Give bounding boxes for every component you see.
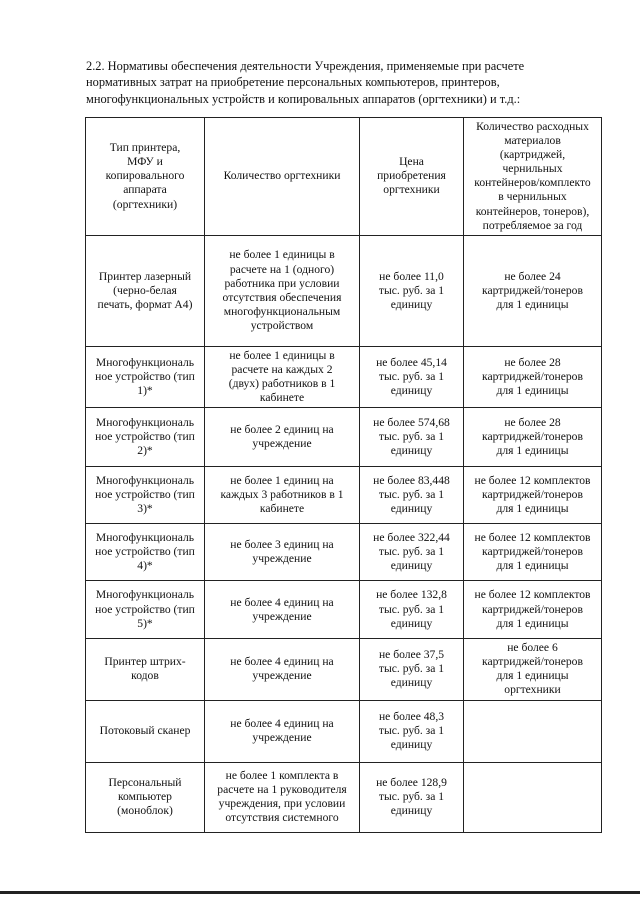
cell-text-line: тыс. руб. за 1 xyxy=(378,723,445,737)
cell-text-line: 2)* xyxy=(137,444,153,458)
cell-text-line: не более 322,44 xyxy=(373,530,450,544)
consumables-cell xyxy=(464,408,602,467)
consumables-cell xyxy=(464,581,602,639)
consumables-cell xyxy=(464,700,602,762)
cell-text-line: тыс. руб. за 1 xyxy=(378,488,445,502)
cell-text-line: Многофункциональ xyxy=(95,588,195,602)
cell-text-line: Цена xyxy=(399,155,424,169)
quantity-cell xyxy=(205,639,360,700)
cell-text-line: Потоковый сканер xyxy=(99,723,191,737)
cell-text-line: Принтер штрих- xyxy=(104,655,186,669)
cell-text-line: единицу xyxy=(390,559,433,573)
table-header-row xyxy=(86,118,602,236)
intro-line: 2.2. Нормативы обеспечения деятельности Учреждения, применяемые при расчете xyxy=(86,59,525,73)
cell-text-line: не более 4 единиц на xyxy=(230,716,334,730)
quantity-cell xyxy=(205,700,360,762)
cell-text-line: тыс. руб. за 1 xyxy=(378,283,445,297)
cell-text-line: ное устройство (тип xyxy=(95,545,195,559)
cell-text-line: для 1 единицы xyxy=(496,559,569,573)
device-type-cell xyxy=(86,467,205,524)
table-row xyxy=(86,467,602,524)
table-row xyxy=(86,346,602,407)
cell-text-line: расчете на 1 руководителя xyxy=(217,782,347,796)
cell-text-line: картриджей/тонеров xyxy=(482,369,583,383)
cell-text-line: единицу xyxy=(390,616,433,630)
cell-text-line: оргтехники xyxy=(383,183,440,197)
cell-text-line: картриджей/тонеров xyxy=(482,430,583,444)
cell-text-line: контейнеров/комплекто xyxy=(474,176,591,190)
page-bottom-rule xyxy=(0,891,640,894)
quantity-cell xyxy=(205,581,360,639)
price-cell xyxy=(360,581,464,639)
cell-text-line: картриджей/тонеров xyxy=(482,655,583,669)
cell-text-line: Многофункциональ xyxy=(95,473,195,487)
cell-text-line: не более 1 единиц на xyxy=(230,473,334,487)
cell-text-line: не более 37,5 xyxy=(378,648,445,662)
cell-text-line: Многофункциональ xyxy=(95,355,195,369)
cell-text-line: не более 4 единиц на xyxy=(230,655,334,669)
cell-text-line: Тип принтера, xyxy=(109,141,181,155)
cell-text-line: не более 12 комплектов xyxy=(474,530,591,544)
cell-text-line: тыс. руб. за 1 xyxy=(378,789,445,803)
device-type-cell xyxy=(86,762,205,832)
cell-text-line: отсутствия системного xyxy=(225,811,339,825)
price-cell xyxy=(360,700,464,762)
device-type-cell xyxy=(86,581,205,639)
cell-text-line: учреждение xyxy=(252,609,312,623)
cell-text-line: тыс. руб. за 1 xyxy=(378,662,445,676)
cell-text-line: для 1 единицы xyxy=(496,383,569,397)
cell-text-line: тыс. руб. за 1 xyxy=(378,430,445,444)
cell-text-line: не более 132,8 xyxy=(376,588,447,602)
cell-text-line: устройством xyxy=(250,318,314,332)
column-header xyxy=(360,118,464,236)
cell-text-line: кабинете xyxy=(259,502,305,516)
cell-text-line: учреждение xyxy=(252,552,312,566)
cell-text-line: не более 1 единицы в xyxy=(229,248,335,262)
price-cell xyxy=(360,467,464,524)
table-row xyxy=(86,700,602,762)
cell-text-line: тыс. руб. за 1 xyxy=(378,602,445,616)
price-cell xyxy=(360,235,464,346)
section-intro-paragraph xyxy=(86,58,590,107)
cell-text-line: чернильных xyxy=(502,162,563,176)
table-row xyxy=(86,524,602,581)
consumables-cell xyxy=(464,762,602,832)
column-header xyxy=(464,118,602,236)
cell-text-line: для 1 единицы xyxy=(496,297,569,311)
cell-text-line: ное устройство (тип xyxy=(95,602,195,616)
cell-text-line: Количество расходных xyxy=(476,120,589,133)
device-type-cell xyxy=(86,235,205,346)
cell-text-line: единицу xyxy=(390,383,433,397)
cell-text-line: материалов xyxy=(504,134,561,148)
device-type-cell xyxy=(86,408,205,467)
cell-text-line: учреждение xyxy=(252,437,312,451)
cell-text-line: отсутствия обеспечения xyxy=(222,290,342,304)
cell-text-line: работника при условии xyxy=(224,276,340,290)
table-row xyxy=(86,762,602,832)
consumables-cell xyxy=(464,235,602,346)
cell-text-line: картриджей/тонеров xyxy=(482,488,583,502)
price-cell xyxy=(360,762,464,832)
cell-text-line: каждых 3 работников в 1 xyxy=(220,488,344,502)
cell-text-line: не более 24 xyxy=(504,269,561,283)
cell-text-line: компьютер xyxy=(118,789,172,803)
cell-text-line: не более 12 комплектов xyxy=(474,588,591,602)
cell-text-line: 4)* xyxy=(137,559,153,573)
table-row xyxy=(86,581,602,639)
equipment-standards-table xyxy=(85,117,602,833)
consumables-cell xyxy=(464,467,602,524)
cell-text-line: контейнеров, тонеров), xyxy=(475,204,590,218)
cell-text-line: (черно-белая xyxy=(113,283,177,297)
cell-text-line: печать, формат А4) xyxy=(97,297,193,311)
table-row xyxy=(86,639,602,700)
cell-text-line: картриджей/тонеров xyxy=(482,545,583,559)
cell-text-line: тыс. руб. за 1 xyxy=(378,369,445,383)
table-row xyxy=(86,235,602,346)
cell-text-line: учреждения, при условии xyxy=(218,797,346,810)
price-cell xyxy=(360,346,464,407)
cell-text-line: единицу xyxy=(390,297,433,311)
device-type-cell xyxy=(86,700,205,762)
cell-text-line: не более 11,0 xyxy=(379,269,444,283)
price-cell xyxy=(360,639,464,700)
cell-text-line: единицу xyxy=(390,444,433,458)
price-cell xyxy=(360,408,464,467)
cell-text-line: оргтехники xyxy=(504,683,561,697)
cell-text-line: 5)* xyxy=(137,616,153,630)
cell-text-line: учреждение xyxy=(252,669,312,683)
intro-line: нормативных затрат на приобретение персональных компьютеров, принтеров, xyxy=(86,75,500,90)
quantity-cell xyxy=(205,762,360,832)
consumables-cell xyxy=(464,346,602,407)
column-header xyxy=(205,118,360,236)
cell-text-line: картриджей/тонеров xyxy=(482,283,583,297)
cell-text-line: (двух) работников в 1 xyxy=(228,376,336,390)
cell-text-line: не более 1 единицы в xyxy=(229,348,335,362)
cell-text-line: не более 1 комплекта в xyxy=(225,768,339,782)
cell-text-line: кодов xyxy=(131,669,159,683)
cell-text-line: не более 4 единиц на xyxy=(230,595,334,609)
device-type-cell xyxy=(86,524,205,581)
cell-text-line: (картриджей, xyxy=(499,148,566,162)
cell-text-line: не более 12 комплектов xyxy=(474,473,591,487)
cell-text-line: не более 3 единиц на xyxy=(230,538,334,552)
quantity-cell xyxy=(205,524,360,581)
cell-text-line: единицу xyxy=(390,502,433,516)
quantity-cell xyxy=(205,235,360,346)
device-type-cell xyxy=(86,639,205,700)
cell-text-line: для 1 единицы xyxy=(496,669,569,683)
cell-text-line: Принтер лазерный xyxy=(98,269,192,283)
cell-text-line: не более 2 единиц на xyxy=(230,423,334,437)
cell-text-line: Персональный xyxy=(108,775,182,789)
cell-text-line: единицу xyxy=(390,738,433,752)
cell-text-line: 3)* xyxy=(137,502,153,516)
table-row xyxy=(86,408,602,467)
device-type-cell xyxy=(86,346,205,407)
cell-text-line: Количество оргтехники xyxy=(223,169,341,183)
cell-text-line: копировального xyxy=(105,169,185,183)
cell-text-line: Многофункциональ xyxy=(95,530,195,544)
cell-text-line: для 1 единицы xyxy=(496,444,569,458)
cell-text-line: расчете на 1 (одного) xyxy=(229,262,335,276)
intro-line: многофункциональных устройств и копировальных аппаратов (оргтехники) и т.д.: xyxy=(86,91,521,106)
cell-text-line: не более 6 xyxy=(507,641,558,655)
cell-text-line: не более 128,9 xyxy=(376,775,447,789)
cell-text-line: многофункциональным xyxy=(223,304,341,318)
cell-text-line: потребляемое за год xyxy=(482,218,583,232)
cell-text-line: единицу xyxy=(390,676,433,690)
cell-text-line: ное устройство (тип xyxy=(95,430,195,444)
cell-text-line: приобретения xyxy=(377,169,446,183)
consumables-cell xyxy=(464,639,602,700)
cell-text-line: кабинете xyxy=(259,391,305,405)
cell-text-line: расчете на каждых 2 xyxy=(231,362,333,376)
cell-text-line: не более 574,68 xyxy=(373,415,450,429)
quantity-cell xyxy=(205,408,360,467)
cell-text-line: МФУ и xyxy=(127,155,163,169)
cell-text-line: не более 83,448 xyxy=(373,473,450,487)
quantity-cell xyxy=(205,467,360,524)
cell-text-line: (оргтехники) xyxy=(112,197,178,211)
cell-text-line: единицу xyxy=(390,804,433,818)
cell-text-line: для 1 единицы xyxy=(496,502,569,516)
cell-text-line: не более 48,3 xyxy=(378,709,445,723)
consumables-cell xyxy=(464,524,602,581)
cell-text-line: аппарата xyxy=(123,183,167,197)
cell-text-line: в чернильных xyxy=(498,190,567,204)
price-cell xyxy=(360,524,464,581)
quantity-cell xyxy=(205,346,360,407)
cell-text-line: Многофункциональ xyxy=(95,415,195,429)
cell-text-line: не более 28 xyxy=(504,415,561,429)
cell-text-line: учреждение xyxy=(252,731,312,744)
cell-text-line: ное устройство (тип xyxy=(95,488,195,502)
cell-text-line: картриджей/тонеров xyxy=(482,602,583,616)
cell-text-line: тыс. руб. за 1 xyxy=(378,545,445,559)
cell-text-line: ное устройство (тип xyxy=(95,369,195,383)
column-header xyxy=(86,118,205,236)
cell-text-line: не более 45,14 xyxy=(376,355,447,369)
cell-text-line: (моноблок) xyxy=(117,804,173,818)
cell-text-line: 1)* xyxy=(137,383,153,397)
table-body xyxy=(86,118,602,833)
cell-text-line: для 1 единицы xyxy=(496,616,569,630)
cell-text-line: не более 28 xyxy=(504,355,561,369)
